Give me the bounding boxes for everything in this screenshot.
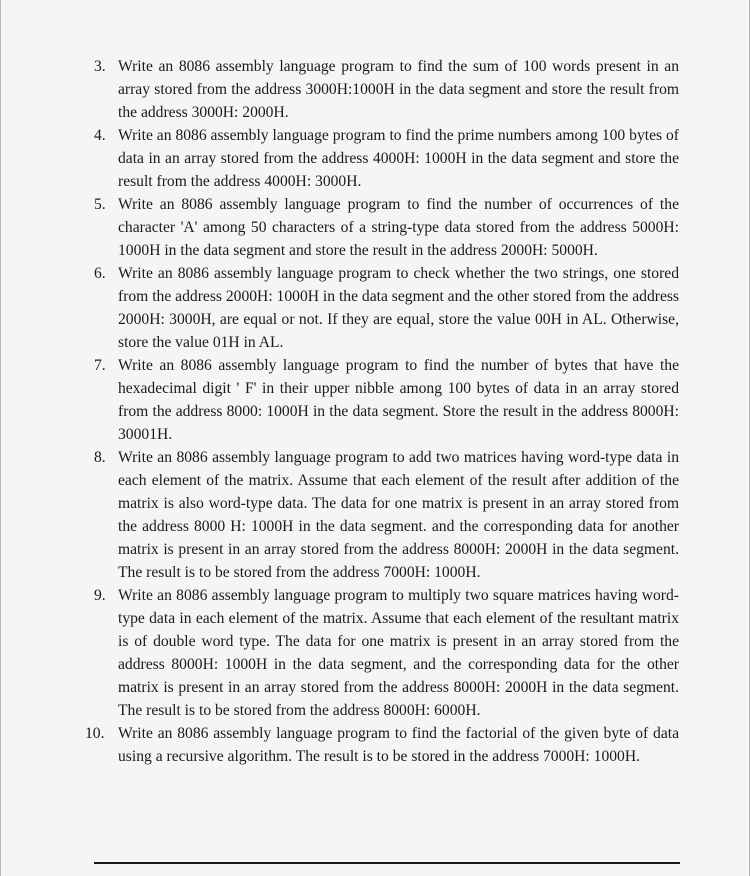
question-item — [85, 722, 679, 768]
question-number: 7. — [94, 357, 106, 374]
question-number: 5. — [94, 196, 106, 213]
bottom-divider — [94, 862, 680, 864]
question-item — [94, 124, 679, 193]
question-item — [94, 446, 679, 584]
question-item — [94, 55, 679, 124]
question-text: Write an 8086 assembly language program to add two matrices having word-type data in each element of the matrix. Assume that each element of the result after addition of the matrix is also word-type data. The data for one matrix is present in an array stored from the address 8000 H: 1000H in the data segment. and the corresponding data for another matrix is present in an array stored from the address 8000H: 2000H in the data segment. The result is to be stored from the address 7000H: 1000H. — [118, 449, 679, 581]
question-number: 6. — [94, 265, 106, 282]
question-item — [94, 584, 679, 722]
question-text: Write an 8086 assembly language program to find the factorial of the given byte of data using a recursive algorithm. The result is to be stored in the address 7000H: 1000H. — [118, 725, 679, 765]
question-item — [94, 354, 679, 446]
question-text: Write an 8086 assembly language program to check whether the two strings, one stored from the address 2000H: 1000H in the data segment and the other stored from the address 2000H: 3000H, are equal or not. If they are equal, store the value 00H in AL. Otherwise, store the value 01H in AL. — [118, 265, 679, 351]
question-number: 10. — [85, 725, 105, 742]
question-text: Write an 8086 assembly language program to find the prime numbers among 100 bytes of data in an array stored from the address 4000H: 1000H in the data segment and store the result from the address 4000H: 3000H. — [118, 127, 679, 190]
question-item — [94, 193, 679, 262]
question-text: Write an 8086 assembly language program to find the sum of 100 words present in an array stored from the address 3000H:1000H in the data segment and store the result from the address 3000H: 2000H. — [118, 58, 679, 121]
question-text: Write an 8086 assembly language program to find the number of occurrences of the character 'A' among 50 characters of a string-type data stored from the address 5000H: 1000H in the data segment and store the result in the address 2000H: 5000H. — [118, 196, 679, 259]
question-number: 3. — [94, 58, 106, 75]
question-number: 9. — [94, 587, 106, 604]
question-number: 4. — [94, 127, 106, 144]
question-text: Write an 8086 assembly language program to find the number of bytes that have the hexadecimal digit ' F' in their upper nibble among 100 bytes of data in an array stored from the address 8000: 1000H in the data segment. Store the result in the address 8000H: 30001H. — [118, 357, 679, 443]
question-list — [85, 55, 679, 768]
question-item — [94, 262, 679, 354]
question-number: 8. — [94, 449, 106, 466]
question-text: Write an 8086 assembly language program to multiply two square matrices having word-type data in each element of the matrix. Assume that each element of the resultant matrix is of double word type. The data for one matrix is present in an array stored from the address 8000H: 1000H in the data segment, and the corresponding data for the other matrix is present in an array stored from the address 8000H: 2000H in the data segment. The result is to be stored from the address 8000H: 6000H. — [118, 587, 679, 719]
